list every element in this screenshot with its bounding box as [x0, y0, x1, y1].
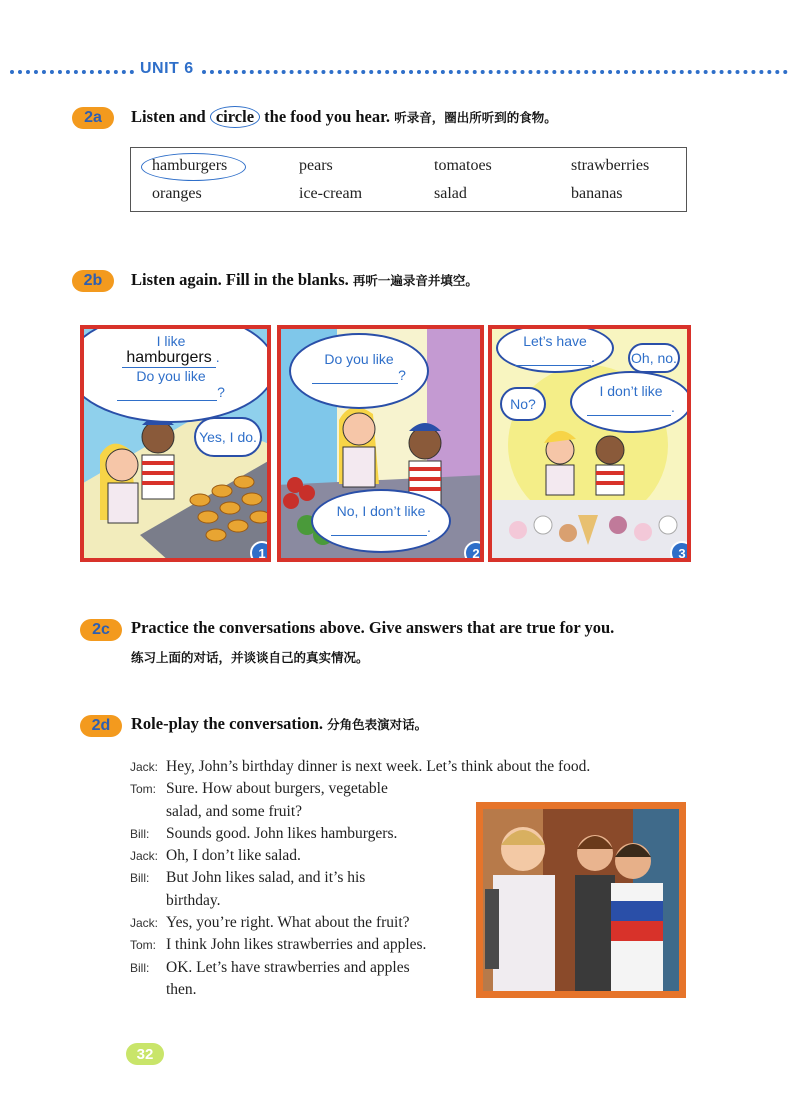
bubble-text: Oh, no.: [631, 350, 677, 366]
speech-bubble: [500, 387, 546, 421]
comic-panel-3: [488, 325, 691, 562]
task-2a-circle-word: circle: [210, 106, 260, 128]
speech-bubble: [289, 333, 429, 409]
food-word[interactable]: pears: [299, 157, 333, 174]
bubble-question-mark: ?: [217, 384, 225, 400]
speaker-label: Jack:: [130, 916, 159, 931]
food-word[interactable]: strawberries: [571, 157, 650, 174]
speaker-label: Bill:: [130, 826, 150, 841]
bubble-question-mark: ?: [398, 367, 406, 383]
bubble-period: .: [591, 349, 595, 365]
food-word[interactable]: tomatoes: [434, 157, 492, 174]
dialogue-continuation: salad, and some fruit?: [166, 802, 303, 820]
bubble-blank: [498, 349, 612, 366]
speech-bubble: [496, 325, 614, 373]
unit-header: [0, 60, 800, 84]
bubble-text: Do you like: [324, 351, 394, 367]
comic-panel-2: [277, 325, 484, 562]
speaker-label: Jack:: [130, 760, 159, 774]
bubble-text: I don’t like: [599, 383, 663, 399]
bubble-period: .: [671, 399, 675, 415]
bubble-answer-line: [80, 349, 271, 368]
dialogue-continuation: birthday.: [166, 891, 221, 909]
dialogue-line: [130, 756, 670, 778]
speaker-label: Tom:: [130, 938, 157, 953]
speaker-label: Bill:: [130, 960, 150, 975]
task-2a-title: [131, 106, 557, 128]
task-2d-text: Role-play the conversation.: [131, 714, 324, 733]
food-word[interactable]: salad: [434, 185, 467, 202]
bubble-period: .: [215, 349, 220, 365]
dialogue-text: Sounds good. John likes hamburgers.: [166, 824, 398, 842]
dotted-rule-right: [202, 70, 788, 74]
speech-bubble-reply: [311, 489, 451, 553]
speaker-label: Bill:: [130, 871, 150, 886]
dialogue-text: OK. Let’s have strawberries and apples: [166, 958, 410, 976]
bubble-text: Do you like: [136, 368, 206, 384]
bubble-blank: [80, 384, 271, 401]
task-2c-cn: 练习上面的对话，并谈谈自己的真实情况。: [131, 651, 369, 665]
panel-number: 1: [250, 541, 271, 562]
food-word[interactable]: oranges: [152, 185, 202, 202]
food-word[interactable]: bananas: [571, 185, 623, 202]
task-2c-title: Practice the conversations above. Give answers that are true for you.: [131, 618, 615, 637]
food-word[interactable]: hamburgers: [152, 157, 228, 174]
badge-2c: 2c: [80, 619, 122, 641]
boys-photo: [483, 809, 679, 991]
dialogue-text: But John likes salad, and it’s his: [166, 869, 366, 887]
task-2a-pre: Listen and: [131, 107, 206, 126]
task-2a-cn: 听录音，圈出所听到的食物。: [394, 111, 557, 125]
speech-bubble: [570, 371, 691, 433]
dialogue-line: [130, 778, 670, 800]
dialogue-text: I think John likes strawberries and apples.: [166, 936, 427, 954]
task-2b-title: [131, 270, 478, 290]
bubble-text: Yes, I do.: [199, 429, 257, 445]
bubble-text: Let’s have: [523, 333, 587, 349]
photo-frame: [476, 802, 686, 998]
badge-2b: 2b: [72, 270, 114, 292]
dotted-rule-left: [10, 70, 134, 74]
dialogue-text: Oh, I don’t like salad.: [166, 847, 301, 865]
page-number: 32: [126, 1043, 164, 1065]
dialogue-text: Yes, you’re right. What about the fruit?: [166, 914, 410, 932]
bubble-text: I like: [156, 333, 186, 349]
task-2d-cn: 分角色表演对话。: [327, 718, 428, 732]
task-2a-post: the food you hear.: [264, 107, 391, 126]
speech-bubble: [628, 343, 680, 373]
badge-2d: 2d: [80, 715, 122, 737]
badge-2a: 2a: [72, 107, 114, 129]
food-word[interactable]: ice-cream: [299, 185, 363, 202]
bubble-period: .: [427, 519, 431, 535]
bubble-blank: [291, 367, 427, 384]
filled-answer: hamburgers: [122, 349, 215, 368]
speech-bubble-reply: [194, 417, 262, 457]
speaker-label: Tom:: [130, 782, 157, 797]
task-2b-text: Listen again. Fill in the blanks.: [131, 270, 349, 289]
dialogue-text: Sure. How about burgers, vegetable: [166, 780, 388, 798]
speaker-label: Jack:: [130, 849, 159, 864]
unit-label: UNIT 6: [140, 60, 194, 77]
dialogue-text: Hey, John’s birthday dinner is next week. Let’s think about the food.: [166, 758, 591, 775]
bubble-blank: [572, 399, 690, 416]
task-2d-title: [131, 714, 427, 734]
task-2b-cn: 再听一遍录音并填空。: [352, 274, 478, 288]
bubble-text: No, I don’t like: [336, 503, 426, 519]
dialogue-continuation: then.: [166, 980, 197, 998]
bubble-blank: [313, 519, 449, 536]
comic-panel-1: [80, 325, 271, 562]
panel-number: 3: [670, 541, 691, 562]
panel-number: 2: [464, 541, 484, 562]
bubble-text: No?: [510, 396, 536, 412]
